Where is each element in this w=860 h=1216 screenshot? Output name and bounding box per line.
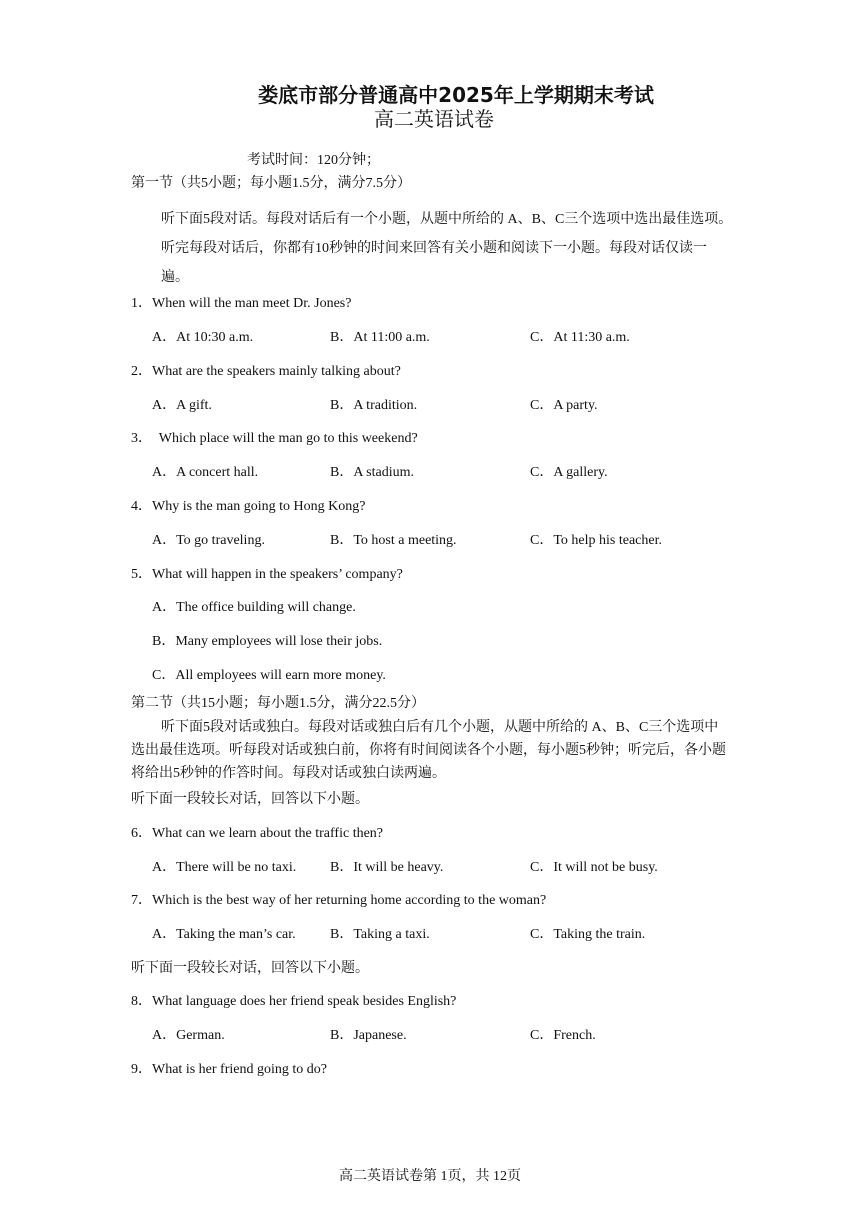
question-stem: 8．What language does her friend speak besides English? (131, 994, 457, 1009)
listening-prompt: 听下面一段较长对话，回答以下小题。 (131, 792, 369, 807)
option-a: A．German. (152, 1028, 225, 1043)
option-c: C．French. (530, 1028, 596, 1043)
option-c: C．All employees will earn more money. (152, 668, 386, 683)
title-block (0, 82, 860, 132)
option-c: C．At 11:30 a.m. (530, 330, 630, 345)
listening-prompt: 听下面一段较长对话，回答以下小题。 (131, 961, 369, 976)
question-stem: 7．Which is the best way of her returning home according to the woman? (131, 893, 547, 908)
question-stem: 5．What will happen in the speakers’ company? (131, 567, 403, 582)
option-a: A．To go traveling. (152, 533, 265, 548)
section1-heading: 第一节（共5小题；每小题1.5分，满分7.5分） (131, 176, 411, 191)
option-b: B．Japanese. (330, 1028, 407, 1043)
exam-subtitle: 高二英语试卷 (374, 107, 494, 131)
option-b: B．At 11:00 a.m. (330, 330, 430, 345)
section1-instructions: 听下面5段对话。每段对话后有一个小题，从题中所给的 A、B、C三个选项中选出最佳选项。听完每段对话后，你都有10秒钟的时间来回答有关小题和阅读下一小题。每段对话仅读一遍。 (161, 212, 733, 285)
question-stem: 4．Why is the man going to Hong Kong? (131, 499, 366, 514)
section2-heading: 第二节（共15小题；每小题1.5分，满分22.5分） (131, 696, 425, 711)
option-c: C．It will not be busy. (530, 860, 658, 875)
option-a: A．A concert hall. (152, 465, 259, 480)
exam-time: 考试时间：120分钟； (247, 153, 380, 168)
exam-title: 娄底市部分普通高中2025年上学期期末考试 (258, 83, 654, 107)
question-stem: 6．What can we learn about the traffic then? (131, 826, 384, 841)
option-a: A．A gift. (152, 398, 212, 413)
option-b: B．Taking a taxi. (330, 927, 430, 942)
option-a: A．The office building will change. (152, 600, 356, 615)
option-b: B．A tradition. (330, 398, 418, 413)
page-footer: 高二英语试卷第 1页，共 12页 (339, 1169, 521, 1184)
option-b: B．It will be heavy. (330, 860, 444, 875)
option-a: A．There will be no taxi. (152, 860, 297, 875)
question-stem: 1．When will the man meet Dr. Jones? (131, 296, 352, 311)
question-stem: 2．What are the speakers mainly talking about? (131, 364, 401, 379)
option-c: C．To help his teacher. (530, 533, 662, 548)
option-c: C．A gallery. (530, 465, 608, 480)
option-b: B．To host a meeting. (330, 533, 457, 548)
question-stem: 9．What is her friend going to do? (131, 1062, 327, 1077)
option-b: B．A stadium. (330, 465, 415, 480)
option-b: B．Many employees will lose their jobs. (152, 634, 383, 649)
section2-instructions: 听下面5段对话或独白。每段对话或独白后有几个小题，从题中所给的 A、B、C三个选项中选出最佳选项。听每段对话或独白前，你将有时间阅读各个小题，每小题5秒钟；听完后，各小题将给出5秒钟的作答时间。每段对话或独白读两遍。 (131, 720, 726, 781)
option-c: C．A party. (530, 398, 598, 413)
option-c: C．Taking the train. (530, 927, 646, 942)
option-a: A．At 10:30 a.m. (152, 330, 254, 345)
question-stem: 3． Which place will the man go to this weekend? (131, 431, 418, 446)
option-a: A．Taking the man’s car. (152, 927, 296, 942)
